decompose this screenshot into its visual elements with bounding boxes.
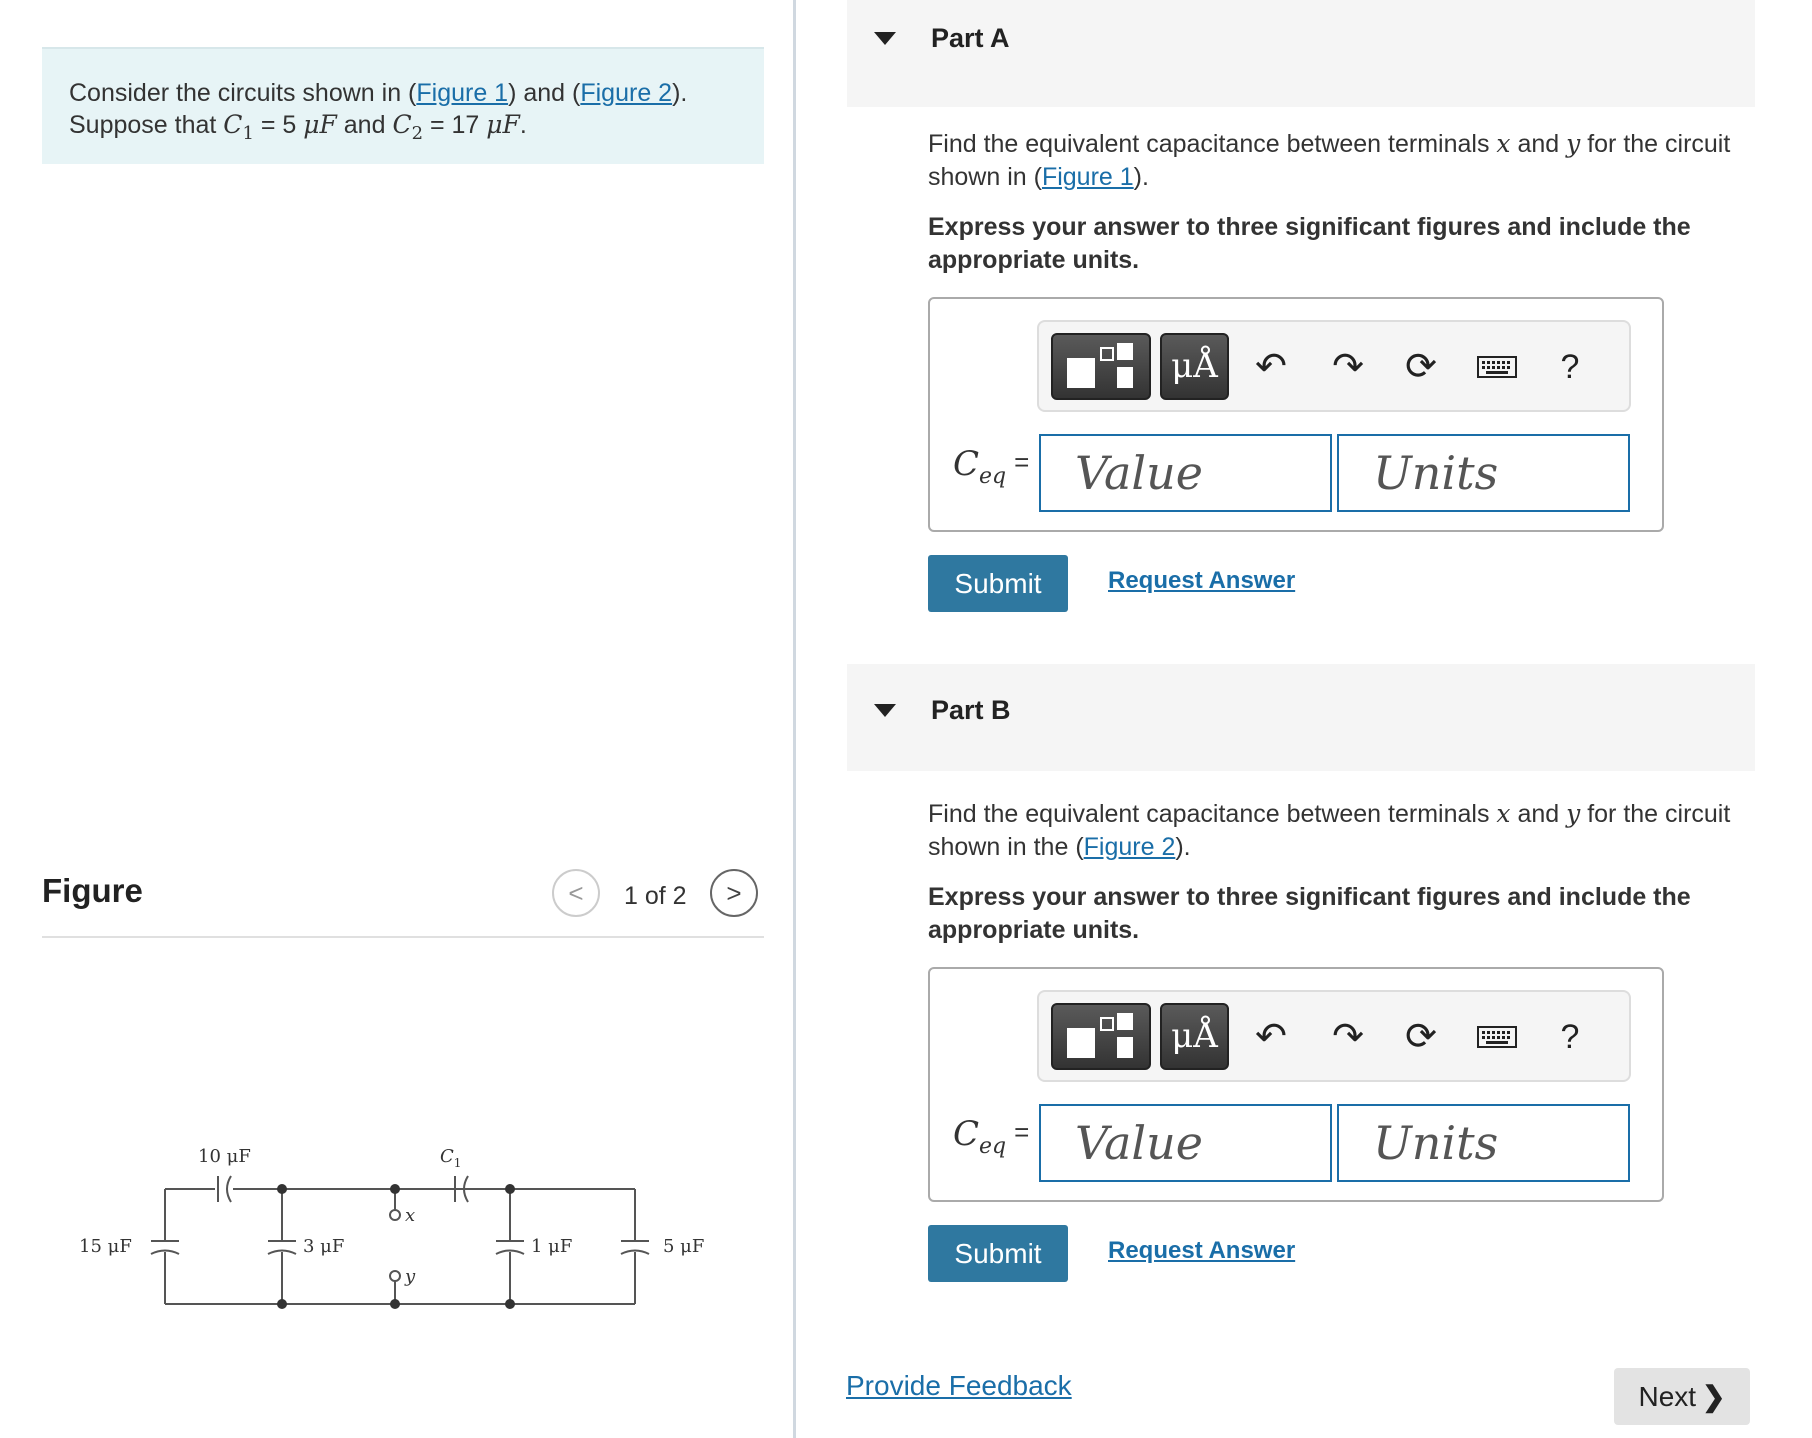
intro-line-2	[69, 109, 738, 150]
c1-symbol: $C_1$	[223, 110, 254, 144]
part-a-answer-box	[928, 297, 1664, 532]
figure-header	[42, 858, 764, 938]
provide-feedback-link[interactable]: Provide Feedback	[846, 1370, 1072, 1401]
previous-figure-button[interactable]: <	[552, 869, 600, 917]
label-3uf: 3 μF	[303, 1236, 345, 1257]
redo-icon[interactable]: ↷	[1332, 346, 1364, 388]
problem-intro	[42, 47, 764, 164]
part-a-figure-link[interactable]: Figure 1	[1041, 163, 1134, 191]
label-15uf: 15 μF	[79, 1236, 132, 1257]
intro-text: Consider the circuits shown in (	[69, 79, 417, 107]
part-a-instruction: Express your answer to three significant figures and include the appropriate units.	[928, 213, 1691, 274]
units-input[interactable]	[1337, 1104, 1630, 1182]
templates-icon	[1053, 1005, 1149, 1068]
circuit-diagram	[65, 1128, 725, 1328]
math-toolbar	[1037, 990, 1631, 1082]
part-a-submit-button[interactable]: Submit	[928, 555, 1068, 612]
keyboard-icon[interactable]	[1475, 339, 1519, 395]
next-label: Next	[1638, 1381, 1697, 1412]
reset-icon[interactable]: ⟳	[1405, 346, 1437, 388]
templates-button[interactable]	[1051, 333, 1151, 400]
keyboard-icon[interactable]	[1475, 1009, 1519, 1065]
column-divider	[793, 0, 796, 1438]
part-a-question: Find the equivalent capacitance between terminals x and y for the circuit shown in (Figure 1).	[928, 129, 1731, 191]
part-a-title: Part A	[931, 23, 1010, 53]
part-b-request-answer-link[interactable]: Request Answer	[1108, 1237, 1296, 1264]
collapse-caret-icon[interactable]	[874, 32, 896, 45]
math-toolbar	[1037, 320, 1631, 412]
help-icon[interactable]: ?	[1560, 1018, 1580, 1056]
figure-title: Figure	[42, 872, 143, 909]
intro-text: ) and (	[508, 79, 581, 107]
ceq-label: $C_{eq}$ =	[953, 444, 1030, 489]
intro-text: .	[519, 111, 527, 139]
intro-line-1	[69, 77, 738, 109]
part-b-answer-box	[928, 967, 1664, 1202]
units-input[interactable]	[1337, 434, 1630, 512]
c2-value: = 17	[423, 111, 487, 139]
c2-unit: μF	[486, 110, 520, 139]
chevron-right-icon: ❯	[1702, 1381, 1726, 1412]
label-c1: $C_1$	[440, 1146, 462, 1170]
label-1uf: 1 μF	[531, 1236, 573, 1257]
terminal-x	[390, 1210, 400, 1220]
intro-text: Suppose that	[69, 111, 224, 139]
figure-1-link[interactable]: Figure 1	[416, 79, 509, 107]
part-b-question: Find the equivalent capacitance between terminals x and y for the circuit shown in the (Figure 2).	[928, 799, 1731, 861]
part-a-header[interactable]	[847, 0, 1755, 107]
part-b-header[interactable]	[847, 664, 1755, 771]
label-terminal-y: y	[405, 1266, 416, 1287]
label-5uf: 5 μF	[663, 1236, 705, 1257]
undo-icon[interactable]: ↶	[1255, 1016, 1287, 1058]
part-b-submit-button[interactable]: Submit	[928, 1225, 1068, 1282]
value-input[interactable]	[1039, 434, 1332, 512]
intro-text: and	[336, 111, 393, 139]
part-b-instruction: Express your answer to three significant figures and include the appropriate units.	[928, 883, 1691, 944]
value-input[interactable]	[1039, 1104, 1332, 1182]
part-a-request-answer-link[interactable]: Request Answer	[1108, 567, 1296, 594]
next-figure-button[interactable]: >	[710, 869, 758, 917]
units-button[interactable]: μÅ	[1160, 333, 1229, 400]
c2-symbol: $C_2$	[392, 110, 424, 144]
terminal-y	[390, 1271, 400, 1281]
units-button[interactable]: μÅ	[1160, 1003, 1229, 1070]
label-10uf: 10 μF	[198, 1146, 251, 1167]
collapse-caret-icon[interactable]	[874, 704, 896, 717]
redo-icon[interactable]: ↷	[1332, 1016, 1364, 1058]
part-b-title: Part B	[931, 695, 1011, 725]
figure-pager-label: 1 of 2	[624, 882, 687, 910]
ceq-label: $C_{eq}$ =	[953, 1114, 1030, 1159]
c1-unit: μF	[303, 110, 337, 139]
intro-text: ).	[672, 79, 688, 107]
reset-icon[interactable]: ⟳	[1405, 1016, 1437, 1058]
templates-button[interactable]	[1051, 1003, 1151, 1070]
figure-2-link[interactable]: Figure 2	[580, 79, 673, 107]
help-icon[interactable]: ?	[1560, 348, 1580, 386]
c1-value: = 5	[253, 111, 304, 139]
templates-icon	[1053, 335, 1149, 398]
next-button[interactable]	[1614, 1368, 1750, 1425]
label-terminal-x: x	[405, 1205, 416, 1226]
part-b-figure-link[interactable]: Figure 2	[1083, 833, 1176, 861]
undo-icon[interactable]: ↶	[1255, 346, 1287, 388]
